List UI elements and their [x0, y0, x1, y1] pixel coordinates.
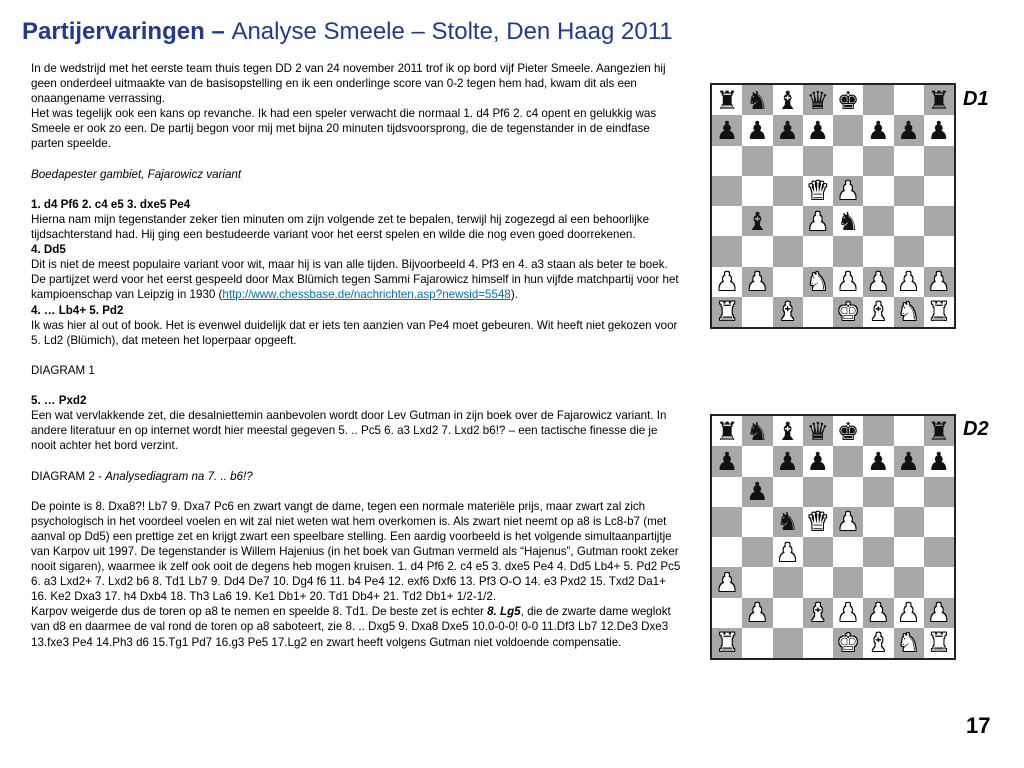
- board-square: [833, 628, 863, 658]
- board-square: [742, 146, 772, 176]
- paragraph: [31, 393, 681, 408]
- board-square: [803, 567, 833, 597]
- board-square: [863, 598, 893, 628]
- paragraph: [31, 469, 681, 484]
- board-square: [894, 85, 924, 115]
- paragraph: [31, 408, 681, 453]
- black-king-icon: ♚: [836, 416, 860, 446]
- page-number: 17: [966, 713, 991, 738]
- board-square: [803, 206, 833, 236]
- paragraph-text: In de wedstrijd met het eerste team thuis tegen DD 2 van 24 november 2011 trof ik op bord vijf Pieter Smeele. Aangezien hij geen onderdeel uitmaakte van de basisopstelling en ik een onderlinge score van 0-2 tegen hem had, kwam dit als een onaangename verrassing.: [31, 62, 666, 106]
- white-bishop-icon: ♝: [776, 297, 799, 327]
- white-pawn-icon: ♟: [776, 537, 799, 567]
- board-square: [924, 85, 954, 115]
- white-pawn-icon: ♟: [867, 598, 890, 628]
- white-pawn-icon: ♟: [715, 567, 739, 597]
- board-square: [863, 206, 893, 236]
- board-square: [863, 146, 893, 176]
- board-square: [712, 267, 742, 297]
- opening-name: Boedapester gambiet, Fajarowicz variant: [31, 167, 242, 181]
- board-square: [712, 146, 742, 176]
- paragraph-text: Ik was hier al out of book. Het is evenwel duidelijk dat er iets ten aanzien van Pe4 moet gebeuren. Wit heeft niet gekozen voor 5. Ld2 (Blümich), dat meteen het loperpaar opgeeft.: [31, 318, 678, 347]
- white-knight-icon: ♞: [806, 267, 830, 297]
- white-pawn-icon: ♟: [746, 267, 769, 297]
- black-bishop-icon: ♝: [746, 206, 769, 236]
- paragraph-text: DIAGRAM 2 -: [31, 469, 106, 483]
- white-pawn-icon: ♟: [836, 598, 860, 628]
- white-bishop-icon: ♝: [867, 628, 890, 658]
- board-square: [773, 267, 803, 297]
- board-square: [712, 85, 742, 115]
- board-square: [894, 416, 924, 446]
- paragraph-text: Het was tegelijk ook een kans op revanche. Ik had een speler verwacht die normaal 1. d4 Pf6 2. c4 opent en gelukkig was Smeele er ook zo een. De partij begon voor mij met bijna 20 minuten tijdsvoorsprong, die de tegenstander in de eindfase parten speelde.: [31, 107, 657, 151]
- white-knight-icon: ♞: [897, 628, 920, 658]
- board-square: [833, 206, 863, 236]
- chess-diagram-1: [712, 85, 954, 327]
- board-square: [894, 628, 924, 658]
- board-square: [833, 236, 863, 266]
- black-pawn-icon: ♟: [715, 446, 739, 476]
- white-pawn-icon: ♟: [897, 598, 920, 628]
- board-square: [773, 567, 803, 597]
- white-king-icon: ♚: [836, 297, 860, 327]
- board-square: [833, 297, 863, 327]
- black-pawn-icon: ♟: [927, 446, 951, 476]
- board-square: [863, 416, 893, 446]
- white-pawn-icon: ♟: [715, 267, 739, 297]
- board-square: [773, 236, 803, 266]
- paragraph: [31, 212, 681, 242]
- move-heading: 4. Dd5: [31, 243, 66, 257]
- board-square: [833, 115, 863, 145]
- white-rook-icon: ♜: [927, 297, 951, 327]
- board-square: [924, 628, 954, 658]
- black-bishop-icon: ♝: [776, 85, 799, 115]
- board-square: [894, 446, 924, 476]
- board-square: [894, 176, 924, 206]
- diagram-caption: Analysediagram na 7. .. b6!?: [105, 469, 253, 483]
- white-pawn-icon: ♟: [836, 176, 860, 206]
- white-pawn-icon: ♟: [836, 267, 860, 297]
- white-pawn-icon: ♟: [927, 267, 951, 297]
- move-heading: 5. … Pxd2: [31, 394, 87, 408]
- board-square: [924, 297, 954, 327]
- board-square: [833, 537, 863, 567]
- board-square: [863, 477, 893, 507]
- paragraph: [31, 303, 681, 318]
- black-rook-icon: ♜: [927, 85, 951, 115]
- black-knight-icon: ♞: [746, 416, 769, 446]
- paragraph-text: Hierna nam mijn tegenstander zeker tien minuten om zijn volgende zet te bepalen, terwijl hij zogezegd al een behoorlijke tijdsachterstand had. Hij ging een bestudeerde variant voor het eerst spelen en wilde die nog even goed doorrekenen.: [31, 212, 650, 242]
- white-bishop-icon: ♝: [806, 598, 830, 628]
- board-square: [742, 537, 772, 567]
- paragraph: [31, 604, 681, 649]
- board-square: [924, 446, 954, 476]
- white-queen-icon: ♛: [806, 176, 830, 206]
- paragraph-spacer: [31, 348, 681, 363]
- board-square: [773, 598, 803, 628]
- paragraph: [31, 167, 681, 182]
- board-square: [924, 507, 954, 537]
- board-square: [863, 446, 893, 476]
- title-bold: Partijervaringen –: [22, 18, 232, 45]
- move-heading: 1. d4 Pf6 2. c4 e5 3. dxe5 Pe4: [31, 197, 191, 211]
- board-square: [894, 297, 924, 327]
- chessbase-link[interactable]: http://www.chessbase.de/nachrichten.asp?newsid=5548: [222, 288, 511, 302]
- board-square: [773, 416, 803, 446]
- black-pawn-icon: ♟: [806, 446, 830, 476]
- board-square: [924, 267, 954, 297]
- board-square: [742, 115, 772, 145]
- board-square: [803, 477, 833, 507]
- board-square: [863, 567, 893, 597]
- white-pawn-icon: ♟: [806, 206, 830, 236]
- black-pawn-icon: ♟: [897, 115, 920, 145]
- diagram-label-2: D2: [963, 418, 989, 440]
- board-square: [712, 446, 742, 476]
- board-square: [833, 446, 863, 476]
- move-heading: 4. … Lb4+ 5. Pd2: [31, 303, 124, 317]
- white-rook-icon: ♜: [927, 628, 951, 658]
- board-square: [742, 297, 772, 327]
- black-rook-icon: ♜: [715, 85, 739, 115]
- board-square: [833, 176, 863, 206]
- paragraph-spacer: [31, 152, 681, 167]
- board-square: [773, 628, 803, 658]
- board-square: [924, 115, 954, 145]
- board-square: [712, 567, 742, 597]
- board-square: [833, 507, 863, 537]
- best-move: 8. Lg5: [487, 605, 521, 619]
- board-square: [742, 477, 772, 507]
- title-rest: Analyse Smeele – Stolte, Den Haag 2011: [231, 18, 673, 45]
- board-square: [742, 507, 772, 537]
- board-square: [803, 85, 833, 115]
- paragraph: [31, 197, 681, 212]
- board-square: [803, 507, 833, 537]
- article-body: [31, 61, 681, 650]
- board-square: [894, 115, 924, 145]
- board-square: [924, 176, 954, 206]
- page-title: [22, 18, 673, 46]
- board-square: [894, 567, 924, 597]
- board-square: [773, 115, 803, 145]
- board-square: [742, 85, 772, 115]
- board-square: [712, 236, 742, 266]
- board-square: [924, 416, 954, 446]
- board-square: [742, 598, 772, 628]
- board-square: [833, 85, 863, 115]
- paragraph: [31, 257, 681, 302]
- paragraph: [31, 318, 681, 348]
- paragraph-spacer: [31, 378, 681, 393]
- board-square: [712, 206, 742, 236]
- board-square: [863, 267, 893, 297]
- diagram-label-1: D1: [963, 88, 989, 110]
- chess-diagram-2: [712, 416, 954, 658]
- board-square: [833, 416, 863, 446]
- black-knight-icon: ♞: [776, 507, 799, 537]
- board-square: [894, 146, 924, 176]
- board-square: [742, 267, 772, 297]
- board-square: [924, 206, 954, 236]
- board-square: [712, 507, 742, 537]
- board-square: [863, 176, 893, 206]
- paragraph: [31, 61, 681, 106]
- board-square: [773, 537, 803, 567]
- board-square: [863, 297, 893, 327]
- black-bishop-icon: ♝: [776, 416, 799, 446]
- board-square: [833, 567, 863, 597]
- board-square: [803, 537, 833, 567]
- paragraph: [31, 242, 681, 257]
- board-square: [863, 537, 893, 567]
- white-bishop-icon: ♝: [867, 297, 890, 327]
- white-pawn-icon: ♟: [746, 598, 769, 628]
- board-square: [742, 206, 772, 236]
- board-square: [803, 236, 833, 266]
- paragraph-text: ).: [510, 288, 518, 302]
- board-square: [742, 628, 772, 658]
- board-square: [894, 267, 924, 297]
- paragraph-spacer: [31, 182, 681, 197]
- board-square: [803, 416, 833, 446]
- board-square: [803, 628, 833, 658]
- paragraph-text: Karpov weigerde dus de toren op a8 te nemen en speelde 8. Td1. De beste zet is echter: [31, 605, 488, 619]
- board-square: [803, 598, 833, 628]
- paragraph-spacer: [31, 453, 681, 468]
- board-square: [833, 598, 863, 628]
- black-pawn-icon: ♟: [776, 446, 799, 476]
- board-square: [742, 176, 772, 206]
- board-square: [742, 236, 772, 266]
- paragraph-text: , die de zwarte dame weglokt van d8 en daarmee de val rond de toren op a8 saboteert, zie 8. .. Dxg5 9. Dxa8 Dxe5 10.0-0-0! 0-0 11.Df3 Lb7 12.De3 Dxe3 13.fxe3 Pe4 14.Ph3 d6 15.Tg1 Pd7 16.g3 Pe5 17.Lg2 en zwart heeft volgens Gutman niet voldoende compensatie.: [31, 605, 671, 649]
- board-square: [894, 507, 924, 537]
- board-square: [894, 477, 924, 507]
- board-square: [803, 146, 833, 176]
- black-knight-icon: ♞: [746, 85, 769, 115]
- board-square: [742, 567, 772, 597]
- black-pawn-icon: ♟: [746, 477, 769, 507]
- paragraph: [31, 499, 681, 605]
- board-square: [894, 598, 924, 628]
- black-pawn-icon: ♟: [927, 115, 951, 145]
- black-rook-icon: ♜: [927, 416, 951, 446]
- board-square: [894, 206, 924, 236]
- board-square: [894, 236, 924, 266]
- board-square: [712, 416, 742, 446]
- board-square: [712, 297, 742, 327]
- black-rook-icon: ♜: [715, 416, 739, 446]
- board-square: [712, 477, 742, 507]
- black-queen-icon: ♛: [806, 416, 830, 446]
- black-knight-icon: ♞: [836, 206, 860, 236]
- paragraph-text: De pointe is 8. Dxa8?! Lb7 9. Dxa7 Pc6 en zwart vangt de dame, tegen een normale materiële prijs, maar zwart zal zich psychologisch in het voordeel voelen en wit zal niet weten wat hem overkomen is. Als zwart niet neemt op a8 is Lc8-b7 (met aanval op Dd5) een prettige zet en krijgt zwart een speelbare stelling. Een aardig voorbeeld is het volgende simultaanpartijtje van Karpov uit 1997. De tegenstander is Willem Hajenius (in het boek van Gutman vermeld als “Hajenus”, Gutman rookt zeker nooit sigaren), waarmee ik zelf ook ooit de degens heb mogen kruisen. 1. d4 Pf6 2. c4 e5 3. dxe5 Pe4 4. Dd5 Lb4+ 5. Pd2 Pc5 6. a3 Lxd2+ 7. Lxd2 b6 8. Td1 Lb7 9. Dd4 De7 10. Dg4 f6 11. b4 Pe4 12. exf6 Dxf6 13. Pf3 O-O 14. e3 Pxd2 15. Txd2 Da1+ 16. Ke2 Dxa3 17. h4 Dxb4 18. Th3 La6 19. Ke1 Db1+ 20. Td1 Db4+ 21. Td2 Db1+ 1/2-1/2.: [31, 499, 681, 604]
- white-queen-icon: ♛: [806, 507, 830, 537]
- white-pawn-icon: ♟: [927, 598, 951, 628]
- board-square: [924, 567, 954, 597]
- board-square: [803, 176, 833, 206]
- board-square: [803, 297, 833, 327]
- board-square: [773, 297, 803, 327]
- board-square: [863, 236, 893, 266]
- black-pawn-icon: ♟: [867, 446, 890, 476]
- board-square: [863, 628, 893, 658]
- board-square: [924, 477, 954, 507]
- white-pawn-icon: ♟: [897, 267, 920, 297]
- paragraph-text: DIAGRAM 1: [31, 363, 95, 377]
- black-pawn-icon: ♟: [806, 115, 830, 145]
- board-square: [773, 146, 803, 176]
- black-pawn-icon: ♟: [897, 446, 920, 476]
- white-knight-icon: ♞: [897, 297, 920, 327]
- board-square: [773, 446, 803, 476]
- white-rook-icon: ♜: [715, 297, 739, 327]
- white-rook-icon: ♜: [715, 628, 739, 658]
- board-square: [924, 236, 954, 266]
- paragraph: [31, 106, 681, 151]
- board-square: [894, 537, 924, 567]
- board-square: [803, 115, 833, 145]
- paragraph-text: Dit is niet de meest populaire variant voor wit, maar hij is van alle tijden. Bijvoorbeeld 4. Pf3 en 4. a3 staan als beter te boek. De partijzet werd voor het eerst gespeeld door Max Blümich tegen Sammi Fajarowicz himself in hun vijfde matchpartij voor het kampioenschap van Leipzig in 1930 (: [31, 258, 679, 302]
- board-square: [863, 85, 893, 115]
- black-king-icon: ♚: [836, 85, 860, 115]
- board-square: [742, 416, 772, 446]
- board-square: [773, 477, 803, 507]
- board-square: [924, 598, 954, 628]
- board-square: [712, 537, 742, 567]
- board-square: [773, 206, 803, 236]
- board-square: [773, 176, 803, 206]
- black-pawn-icon: ♟: [867, 115, 890, 145]
- black-pawn-icon: ♟: [776, 115, 799, 145]
- board-square: [712, 628, 742, 658]
- board-square: [712, 115, 742, 145]
- board-square: [924, 146, 954, 176]
- black-queen-icon: ♛: [806, 85, 830, 115]
- white-king-icon: ♚: [836, 628, 860, 658]
- board-square: [742, 446, 772, 476]
- board-square: [833, 477, 863, 507]
- board-square: [712, 598, 742, 628]
- white-pawn-icon: ♟: [836, 507, 860, 537]
- board-square: [833, 267, 863, 297]
- paragraph: [31, 363, 681, 378]
- paragraph-text: Een wat vervlakkende zet, die desalniettemin aanbevolen wordt door Lev Gutman in zijn boek over de Fajarowicz variant. In andere literatuur en op internet wordt hier meestal gegeven 5. .. Pc5 6. a3 Lxd2 7. Lxd2 b6!? – een tactische finesse die je nooit achter het bord verzint.: [31, 409, 667, 453]
- board-square: [833, 146, 863, 176]
- black-pawn-icon: ♟: [715, 115, 739, 145]
- board-square: [803, 446, 833, 476]
- black-pawn-icon: ♟: [746, 115, 769, 145]
- board-square: [863, 507, 893, 537]
- board-square: [803, 267, 833, 297]
- paragraph-spacer: [31, 484, 681, 499]
- board-square: [712, 176, 742, 206]
- white-pawn-icon: ♟: [867, 267, 890, 297]
- board-square: [773, 507, 803, 537]
- board-square: [924, 537, 954, 567]
- board-square: [863, 115, 893, 145]
- board-square: [773, 85, 803, 115]
